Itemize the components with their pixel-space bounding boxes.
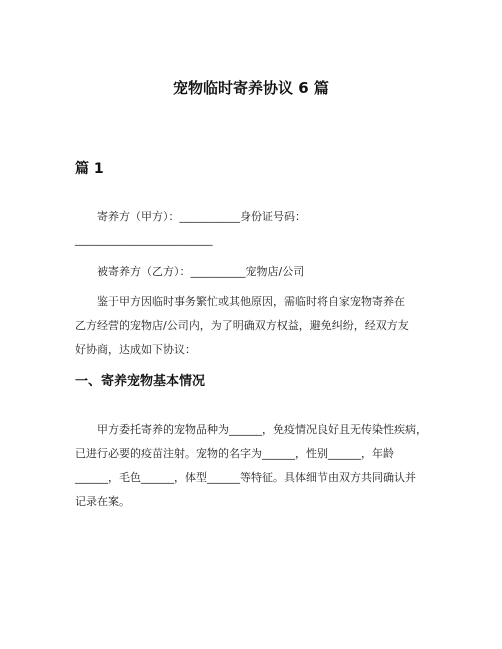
party-b-line: 被寄养方（乙方）：__________宠物店/公司 <box>97 265 305 278</box>
clause-line: 甲方委托寄养的宠物品种为______，免疫情况良好且无传染性疾病， <box>97 423 427 436</box>
party-a-line: 寄养方（甲方）：___________身份证号码： <box>97 210 306 223</box>
party-a-id-blank: _________________________ <box>75 233 213 246</box>
clause-line: ______，毛色______，体型______等特征。具体细节由双方共同确认并 <box>75 471 416 484</box>
clause-line: 记录在案。 <box>75 495 130 508</box>
intro-line: 乙方经营的宠物店/公司内，为了明确双方权益，避免纠纷，经双方友 <box>75 319 409 332</box>
intro-line: 好协商，达成如下协议： <box>75 343 196 356</box>
clause-heading: 一、寄养宠物基本情况 <box>75 374 206 389</box>
intro-line: 鉴于甲方因临时事务繁忙或其他原因，需临时将自家宠物寄养在 <box>97 295 405 308</box>
document-title: 宠物临时寄养协议 6 篇 <box>173 79 329 97</box>
section-heading: 篇 1 <box>75 161 104 177</box>
clause-line: 已进行必要的疫苗注射。宠物的名字为______，性别______，年龄 <box>75 447 394 460</box>
